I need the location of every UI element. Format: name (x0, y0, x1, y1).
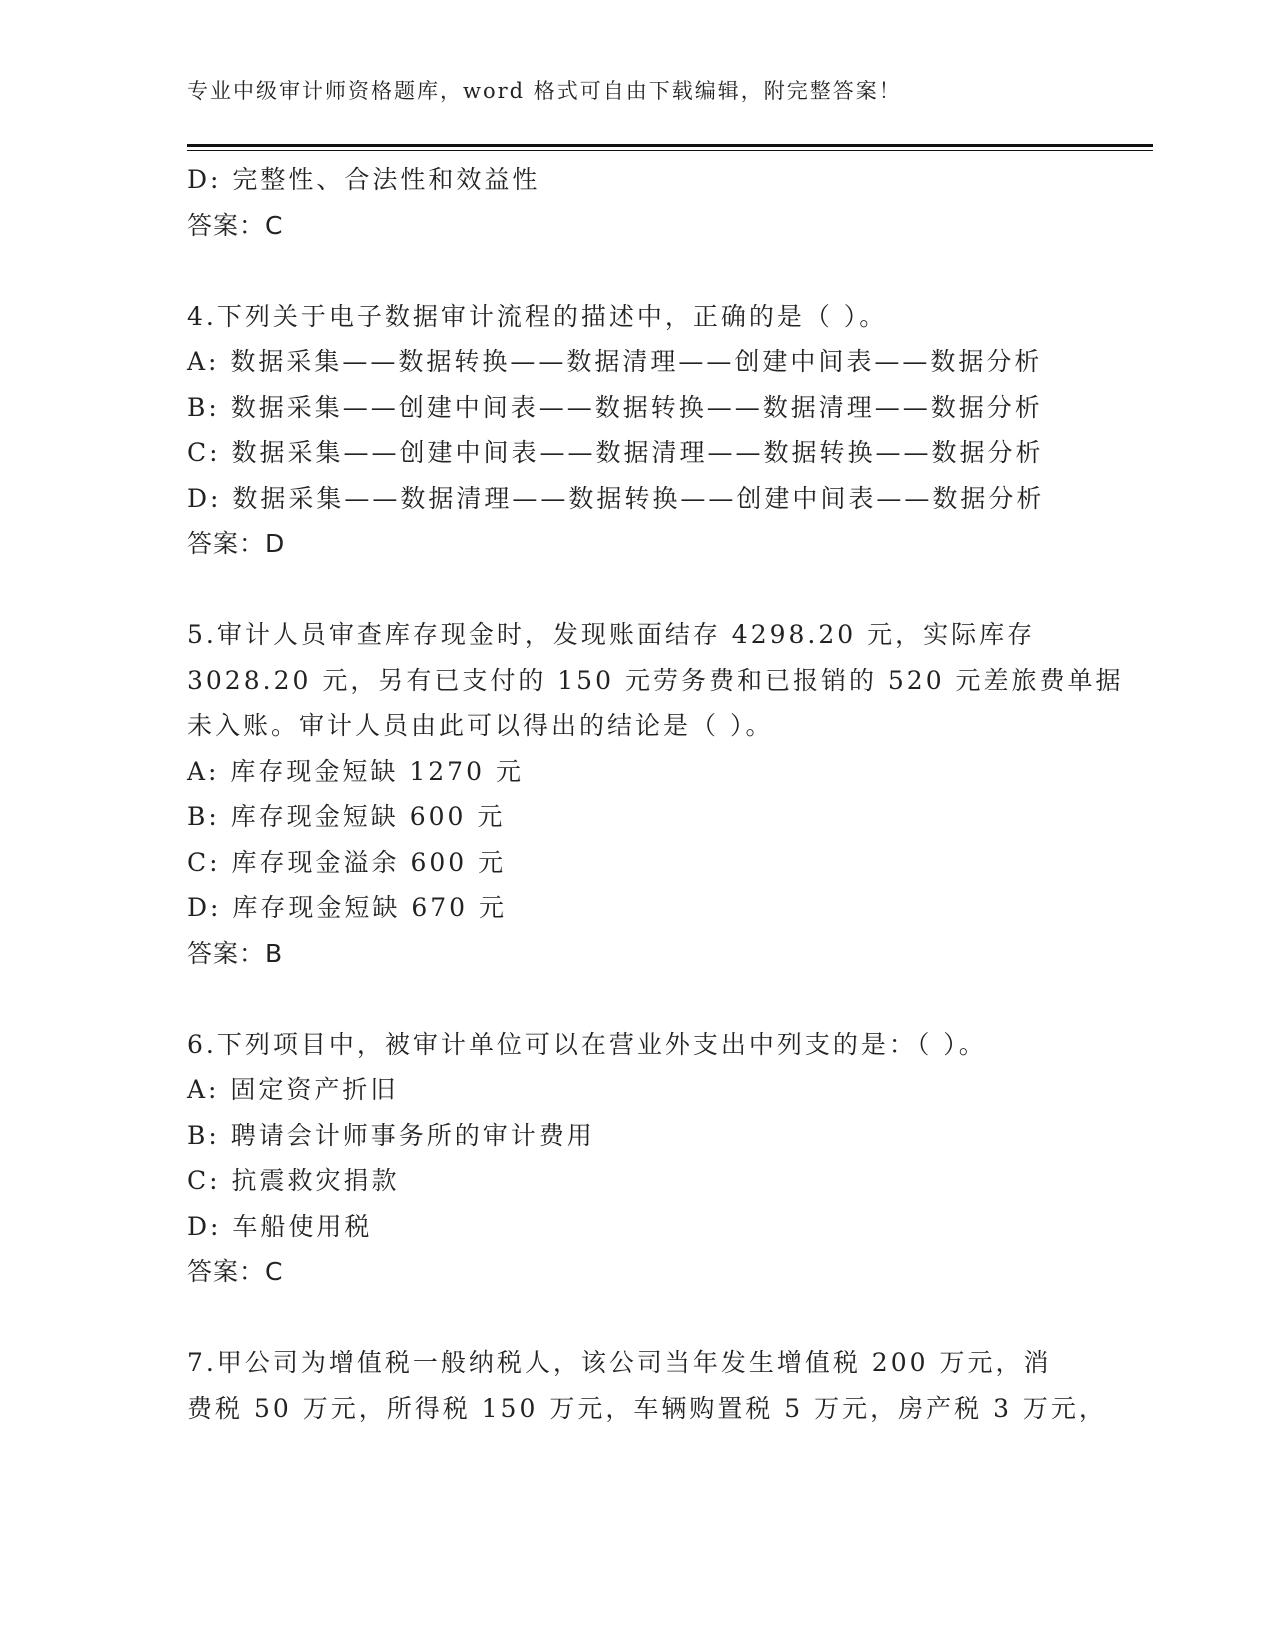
option-b: B: 数据采集——创建中间表——数据转换——数据清理——数据分析 (187, 392, 1043, 422)
question-stem: 未入账。审计人员由此可以得出的结论是（ ）。 (187, 711, 774, 740)
option-b: B: 库存现金短缺 600 元 (187, 802, 506, 831)
option-c: C: 抗震救灾捐款 (187, 1166, 400, 1195)
option-c: C: 数据采集——创建中间表——数据清理——数据转换——数据分析 (187, 438, 1044, 467)
answer-line: 答案：C (187, 1257, 284, 1286)
option-d: D: 库存现金短缺 670 元 (187, 893, 508, 922)
answer-line: 答案：C (187, 210, 284, 240)
option-d: D: 完整性、合法性和效益性 (187, 165, 541, 194)
option-b: B: 聘请会计师事务所的审计费用 (187, 1120, 595, 1150)
option-a: A: 数据采集——数据转换——数据清理——创建中间表——数据分析 (187, 347, 1043, 376)
option-a: A: 固定资产折旧 (187, 1075, 399, 1104)
question-stem: 5.审计人员审查库存现金时，发现账面结存 4298.20 元，实际库存 (187, 620, 1036, 649)
answer-line: 答案：B (187, 938, 284, 968)
option-d: D: 车船使用税 (187, 1211, 373, 1241)
header-rule-thick (187, 144, 1153, 147)
answer-line: 答案：D (187, 529, 286, 558)
question-stem: 3028.20 元，另有已支付的 150 元劳务费和已报销的 520 元差旅费单据 (187, 665, 1124, 695)
option-a: A: 库存现金短缺 1270 元 (187, 756, 524, 786)
question-stem: 6.下列项目中，被审计单位可以在营业外支出中列支的是：（ ）。 (187, 1029, 987, 1059)
option-c: C: 库存现金溢余 600 元 (187, 847, 507, 877)
question-stem: 费税 50 万元，所得税 150 万元，车辆购置税 5 万元，房产税 3 万元， (187, 1393, 1107, 1423)
option-d: D: 数据采集——数据清理——数据转换——创建中间表——数据分析 (187, 483, 1045, 513)
question-stem: 7.甲公司为增值税一般纳税人，该公司当年发生增值税 200 万元，消 (187, 1348, 1052, 1377)
question-stem: 4.下列关于电子数据审计流程的描述中，正确的是（ ）。 (187, 301, 888, 331)
page-header: 专业中级审计师资格题库，word 格式可自由下载编辑，附完整答案！ (187, 79, 902, 103)
document-body (187, 157, 1124, 1431)
header-rule-thin (187, 150, 1153, 151)
